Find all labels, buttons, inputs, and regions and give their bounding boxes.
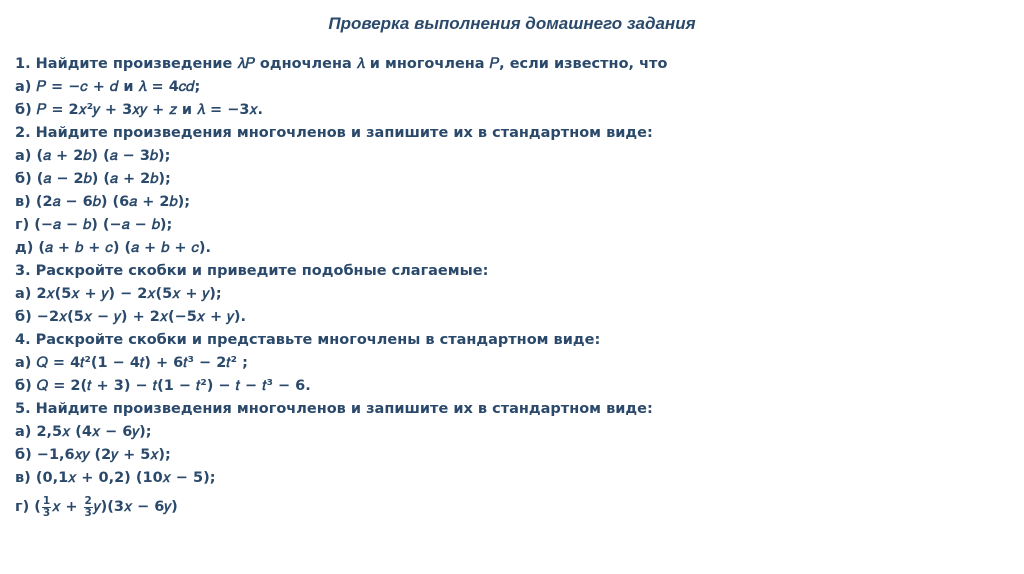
slide-title: Проверка выполнения домашнего задания — [328, 14, 696, 33]
task-1-heading: 1. Найдите произведение 𝜆𝑃 одночлена 𝜆 и многочлена 𝑃, если известно, что — [15, 56, 668, 72]
task-5g-prefix: г) ( — [15, 499, 41, 515]
task-1b: б) 𝑃 = 2𝑥²𝑦 + 3𝑥𝑦 + 𝑧 и 𝜆 = −3𝑥. — [15, 102, 264, 118]
homework-task-list — [15, 53, 1005, 524]
task-4b: б) 𝑄 = 2(𝑡 + 3) − 𝑡(1 − 𝑡²) − 𝑡 − 𝑡³ − 6. — [15, 378, 311, 394]
task-2b: б) (𝑎 − 2𝑏) (𝑎 + 2𝑏); — [15, 171, 171, 187]
task-2g: г) (−𝑎 − 𝑏) (−𝑎 − 𝑏); — [15, 217, 173, 233]
fraction-denominator: 3 — [42, 506, 51, 519]
task-2v: в) (2𝑎 − 6𝑏) (6𝑎 + 2𝑏); — [15, 194, 191, 210]
task-2d: д) (𝑎 + 𝑏 + 𝑐) (𝑎 + 𝑏 + 𝑐). — [15, 240, 212, 256]
fraction-one-third — [42, 496, 51, 519]
fraction-denominator: 3 — [84, 506, 92, 519]
task-4a: а) 𝑄 = 4𝑡²(1 − 4𝑡) + 6𝑡³ − 2𝑡² ; — [15, 355, 248, 371]
task-5v: в) (0,1𝑥 + 0,2) (10𝑥 − 5); — [15, 470, 216, 486]
task-5g-suffix: 𝑦)(3𝑥 − 6𝑦) — [93, 499, 178, 515]
fraction-numerator: 1 — [42, 494, 51, 507]
task-2a: а) (𝑎 + 2𝑏) (𝑎 − 3𝑏); — [15, 148, 171, 164]
task-3b: б) −2𝑥(5𝑥 − 𝑦) + 2𝑥(−5𝑥 + 𝑦). — [15, 309, 247, 325]
task-3a: а) 2𝑥(5𝑥 + 𝑦) − 2𝑥(5𝑥 + 𝑦); — [15, 286, 222, 302]
task-3-heading: 3. Раскройте скобки и приведите подобные слагаемые: — [15, 263, 489, 279]
task-5b: б) −1,6𝑥𝑦 (2𝑦 + 5𝑥); — [15, 447, 171, 463]
task-5g-middle: 𝑥 + — [52, 499, 83, 515]
task-2-heading: 2. Найдите произведения многочленов и запишите их в стандартном виде: — [15, 125, 653, 141]
task-5a: а) 2,5𝑥 (4𝑥 − 6𝑦); — [15, 424, 152, 440]
task-4-heading: 4. Раскройте скобки и представьте многочлены в стандартном виде: — [15, 332, 601, 348]
task-5-heading: 5. Найдите произведения многочленов и запишите их в стандартном виде: — [15, 401, 653, 417]
fraction-two-thirds — [84, 496, 93, 519]
fraction-numerator: 2 — [84, 494, 92, 507]
task-5g — [15, 490, 1005, 524]
task-1a: а) 𝑃 = −𝑐 + 𝑑 и 𝜆 = 4𝑐𝑑; — [15, 79, 201, 95]
